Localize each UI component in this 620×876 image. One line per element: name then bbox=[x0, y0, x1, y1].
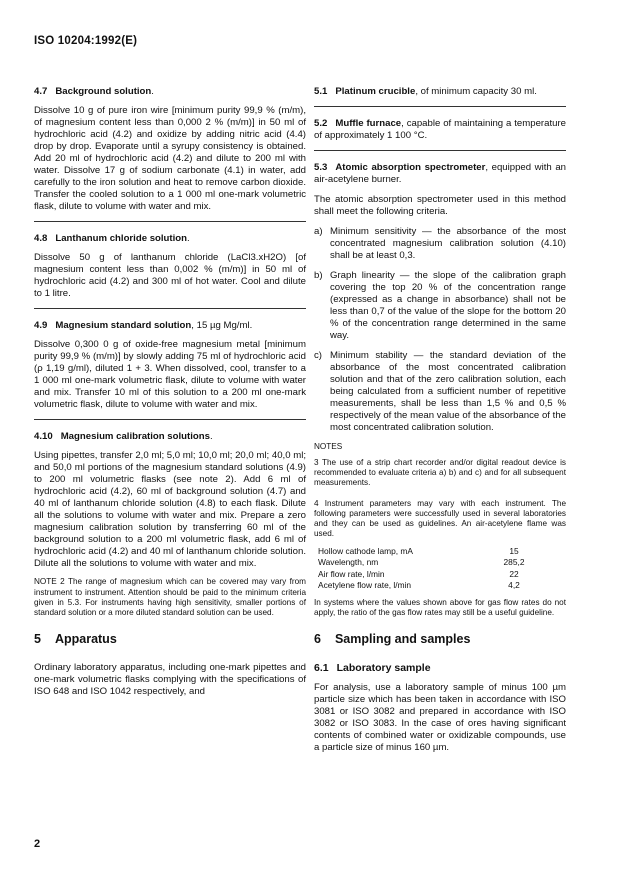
section-5-1 bbox=[314, 86, 566, 98]
section-number: 4.7 bbox=[34, 86, 48, 97]
param-value: 22 bbox=[509, 568, 519, 579]
page-number: 2 bbox=[34, 838, 41, 850]
param-value: 4,2 bbox=[508, 580, 520, 591]
criterion-a bbox=[314, 226, 566, 262]
list-marker: b) bbox=[314, 269, 323, 281]
instrument-parameters-table bbox=[318, 546, 560, 592]
section-4-8-heading bbox=[34, 233, 306, 245]
section-4-9-heading bbox=[34, 320, 306, 332]
section-4-8-body: Dissolve 50 g of lanthanum chloride (LaCl3.xH2O) [of magnesium content less than 0,002 % (m/m)] in 50 ml of hydrochloric acid (4.2) and 300 ml of hot water. Cool and dilute to 1 litre. bbox=[34, 251, 306, 299]
section-title-end: . bbox=[209, 430, 213, 442]
section-5-3 bbox=[314, 162, 566, 186]
divider bbox=[314, 106, 566, 107]
section-number: 5.1 bbox=[314, 86, 328, 97]
note-2: NOTE 2 The range of magnesium which can be covered may vary from instrument to instrument. Attention should be paid to the minimum criteria given in 5.3. For instruments having high sensitivity, smaller portions of standard solution or a more diluted standard solution can be used. bbox=[34, 577, 306, 618]
table-row bbox=[318, 569, 560, 581]
param-name: Acetylene flow rate, l/min bbox=[318, 580, 412, 591]
section-number: 5.2 bbox=[314, 117, 328, 129]
section-text: , of minimum capacity 30 ml. bbox=[415, 86, 537, 97]
table-row bbox=[318, 580, 560, 592]
clause-5-heading bbox=[34, 632, 306, 648]
clause-6-heading bbox=[314, 632, 566, 648]
param-name: Air flow rate, l/min bbox=[318, 568, 385, 579]
note-4: 4 Instrument parameters may vary with each instrument. The following parameters were successfully used in several laboratories and they can be used as guidelines. An air-acetylene flame was used. bbox=[314, 498, 566, 539]
section-title: Muffle furnace bbox=[335, 117, 402, 129]
section-title: Magnesium standard solution bbox=[55, 319, 192, 331]
note-3: 3 The use of a strip chart recorder and/or digital readout device is recommended to evaluate criteria a) b) and c) and for all subsequent measurements. bbox=[314, 457, 566, 488]
clause-5-body: Ordinary laboratory apparatus, including one-mark pipettes and one-mark volumetric flasks complying with the specifications of ISO 648 and ISO 1042 respectively, and bbox=[34, 662, 306, 698]
section-number: 6.1 bbox=[314, 661, 329, 674]
section-title-end: , 15 µg Mg/ml. bbox=[191, 319, 253, 331]
clause-title: Apparatus bbox=[54, 632, 117, 647]
clause-number: 5 bbox=[34, 632, 41, 647]
section-4-7-body: Dissolve 10 g of pure iron wire [minimum purity 99,9 % (m/m), of magnesium content less than 0,000 2 % (m/m)] in 50 ml of hydrochloric acid (4.2) and oxidize by adding nitric acid (4.4) drop by drop. Evaporate until a syrupy consistency is obtained. Add 20 ml of hydrochloric acid (4.2) and dilute to 200 ml with water. Dissolve 17 g of sodium carbonate (4.1) in water, add carefully to the iron solution and heat to remove carbon dioxide. Transfer the cooled solution to a 1 000 ml one-mark volumetric flask, dilute to volume with water and mix. bbox=[34, 104, 306, 212]
section-text: , equipped with an air-acetylene burner. bbox=[314, 161, 566, 185]
section-4-7-heading bbox=[34, 86, 306, 98]
section-title: Laboratory sample bbox=[336, 661, 431, 674]
section-4-10-body: Using pipettes, transfer 2,0 ml; 5,0 ml; 10,0 ml; 20,0 ml; 40,0 ml; and 50,0 ml portions of the magnesium standard solutions (4.9) to 200 ml volumetric flasks (see note 2). Add 6 ml of hydrochloric acid (4.2), 60 ml of background solution (4.7) and 40 ml of lanthanum chloride solution (4.8) to each flask. Dilute all the solutions to volume with water and mix. Prepare a zero magnesium calibration solution by transferring 60 ml of the background solution to a 200 ml volumetric flask, add 6 ml of hydrochloric acid (4.2) and 40 ml of lanthanum chloride solution. Dilute all the solutions to volume with water and mix. bbox=[34, 449, 306, 569]
table-row bbox=[318, 546, 560, 558]
section-title: Background solution bbox=[55, 86, 152, 97]
clause-number: 6 bbox=[314, 632, 321, 647]
param-name: Wavelength, nm bbox=[318, 557, 379, 568]
section-number: 4.8 bbox=[34, 232, 48, 244]
divider bbox=[34, 308, 306, 309]
list-text: Minimum sensitivity — the absorbance of the most concentrated magnesium calibration solution (4.10) shall be at least 0,3. bbox=[330, 225, 566, 261]
section-title-end: . bbox=[187, 232, 190, 244]
right-column bbox=[314, 86, 566, 762]
section-4-10-heading bbox=[34, 431, 306, 443]
section-5-3-intro: The atomic absorption spectrometer used in this method shall meet the following criteria. bbox=[314, 193, 566, 217]
param-value: 285,2 bbox=[503, 557, 525, 568]
left-column bbox=[34, 86, 306, 706]
section-title: Atomic absorption spectrometer bbox=[335, 161, 486, 173]
section-6-1-heading bbox=[314, 662, 566, 675]
divider bbox=[314, 150, 566, 151]
clause-title: Sampling and samples bbox=[334, 632, 471, 647]
param-name: Hollow cathode lamp, mA bbox=[318, 545, 413, 556]
section-5-2 bbox=[314, 118, 566, 142]
section-title: Platinum crucible bbox=[335, 86, 416, 97]
section-number: 4.9 bbox=[34, 319, 48, 331]
list-marker: c) bbox=[314, 349, 322, 361]
table-row bbox=[318, 557, 560, 569]
list-text: Graph linearity — the slope of the calibration graph covering the top 20 % of the concentration range (expressed as a change in absorbance) shall not be less than 0,7 of the value of the slope for the bottom 20 % of the concentration range determined in the same way. bbox=[330, 269, 566, 341]
section-title-end: . bbox=[151, 86, 154, 97]
criterion-b bbox=[314, 270, 566, 342]
section-title: Magnesium calibration solutions bbox=[60, 430, 210, 442]
divider bbox=[34, 419, 306, 420]
section-number: 5.3 bbox=[314, 161, 328, 173]
section-4-9-body: Dissolve 0,300 0 g of oxide-free magnesium metal [minimum purity 99,9 % (m/m)] by slowly adding 75 ml of hydrochloric acid (ρ 1,19 g/ml), diluted 1 + 3. When dissolved, cool, transfer to a 1 000 ml one-mark volumetric flask, dilute to volume with water and mix. Transfer 10 ml of this solution to a 200 ml one-mark volumetric flask, dilute to volume with water and mix. bbox=[34, 338, 306, 410]
notes-label: NOTES bbox=[314, 441, 343, 451]
section-6-1-body: For analysis, use a laboratory sample of minus 100 µm particle size which has been taken in accordance with ISO 3081 or ISO 3082 and prepared in accordance with ISO 3082 or ISO 3083. In the case of ores having significant contents of combined water or oxidizable compounds, use a particle size of minus 160 µm. bbox=[314, 681, 566, 753]
list-text: Minimum stability — the standard deviation of the absorbance of the most concentrated calibration solution and that of the zero calibration solution, each being calculated from a sufficient number of repetitive measurements, shall be less than 1,5 % and 0,5 % respectively of the mean value of the absorbance of the most concentrated calibration solution. bbox=[330, 349, 566, 433]
note-4-tail: In systems where the values shown above for gas flow rates do not apply, the ratio of the gas flow rates may still be a useful guideline. bbox=[314, 597, 566, 617]
section-text: , capable of maintaining a temperature of approximately 1 100 °C. bbox=[314, 117, 566, 141]
list-marker: a) bbox=[314, 225, 323, 237]
divider bbox=[34, 221, 306, 222]
section-number: 4.10 bbox=[34, 430, 53, 442]
document-id: ISO 10204:1992(E) bbox=[34, 35, 138, 47]
section-title: Lanthanum chloride solution bbox=[55, 232, 187, 244]
param-value: 15 bbox=[509, 545, 519, 556]
criterion-c bbox=[314, 350, 566, 434]
